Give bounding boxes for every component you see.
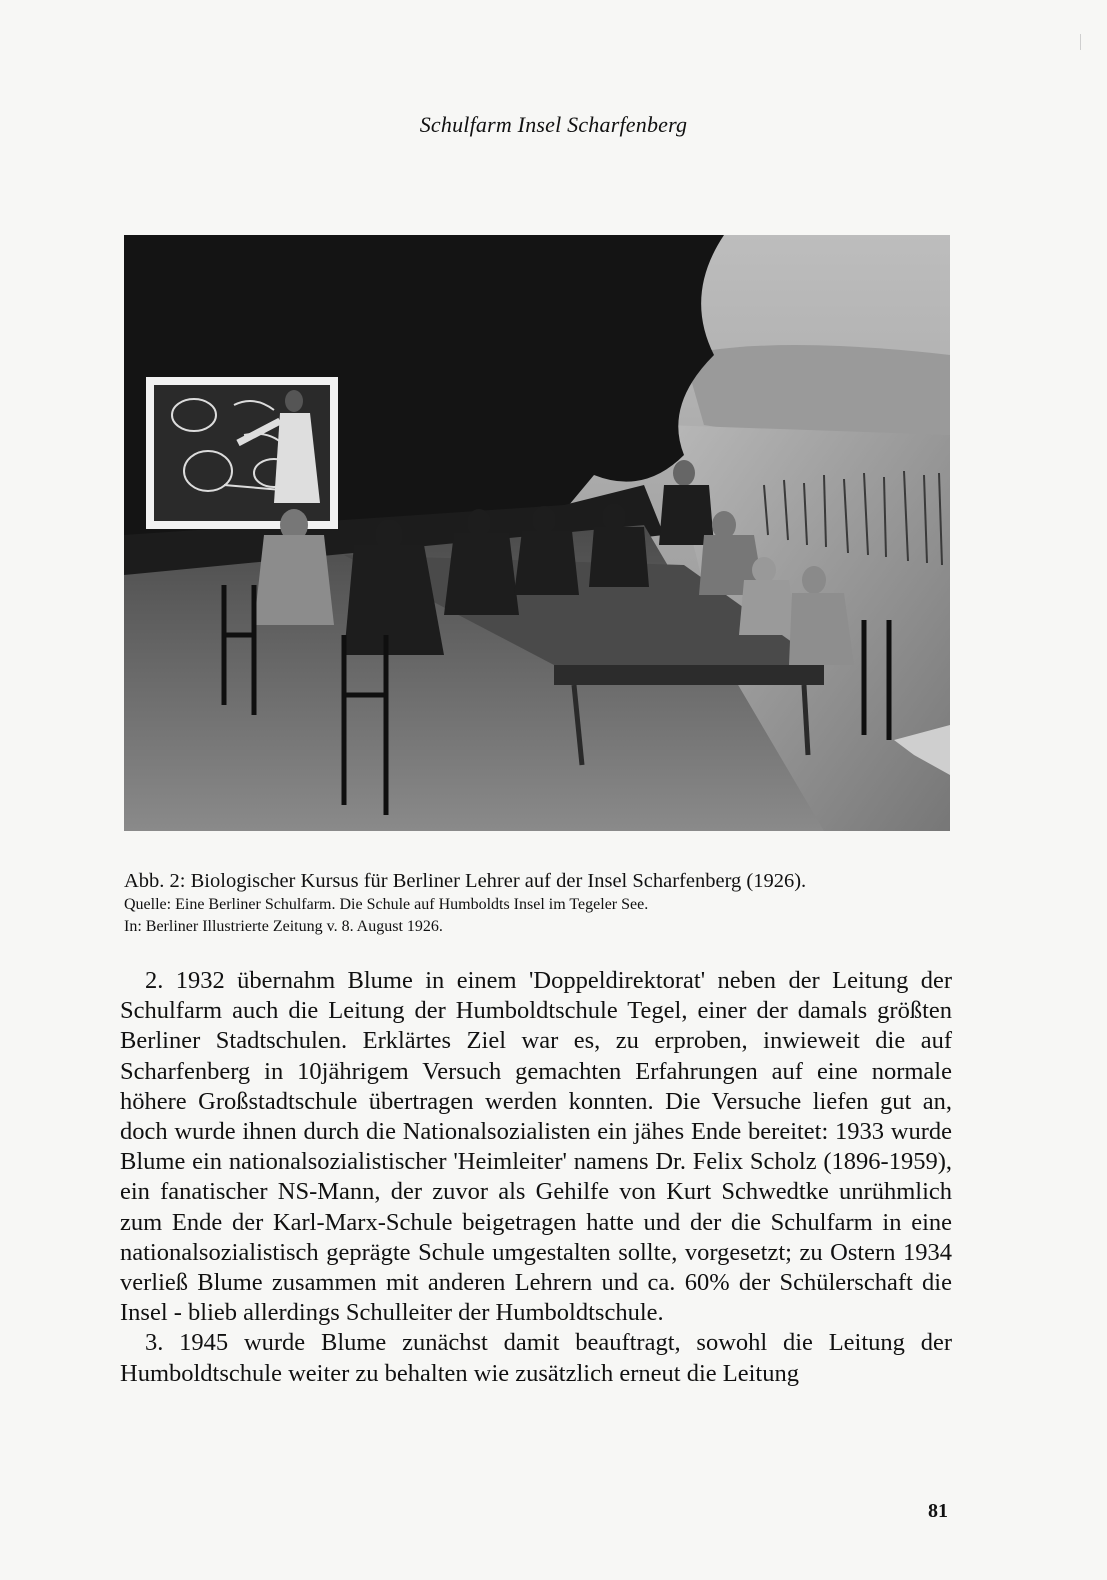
caption-source-line-1: Quelle: Eine Berliner Schulfarm. Die Schule auf Humboldts Insel im Tegeler See. [124, 896, 649, 913]
figure-caption [124, 868, 954, 938]
paragraph-3: 3. 1945 wurde Blume zunächst damit beauftragt, sowohl die Leitung der Humboldtschule weiter zu behalten wie zusätzlich erneut die Leitung [120, 1329, 952, 1387]
body-text [120, 966, 952, 1389]
caption-title: Abb. 2: Biologischer Kursus für Berliner Lehrer auf der Insel Scharfenberg (1926). [124, 870, 807, 892]
page-number: 81 [928, 1500, 948, 1522]
historical-photo [124, 235, 950, 831]
scan-artifact-line [1080, 34, 1081, 50]
paragraph-2: 2. 1932 übernahm Blume in einem 'Doppeldirektorat' neben der Leitung der Schulfarm auch die Leitung der Humboldtschule Tegel, einer der damals größten Berliner Stadtschulen. Erklärtes Ziel war es, zu erproben, inwieweit die auf Scharfenberg in 10jährigem Versuch gemachten Erfahrungen auf eine normale höhere Großstadtschule übertragen werden konnten. Die Versuche liefen gut an, doch wurde ihnen durch die Nationalsozialisten ein jähes Ende bereitet: 1933 wurde Blume ein nationalsozialistischer 'Heimleiter' namens Dr. Felix Scholz (1896-1959), ein fanatischer NS-Mann, der zuvor als Gehilfe von Kurt Schwedtke unrühmlich zum Ende der Karl-Marx-Schule beigetragen hatte und der die Schulfarm in eine nationalsozialistisch geprägte Schule umgestalten sollte, vorgesetzt; zu Ostern 1934 verließ Blume zusammen mit anderen Lehrern und ca. 60% der Schülerschaft die Insel - blieb allerdings Schulleiter der Humboldtschule. [120, 967, 952, 1327]
caption-source-line-2: In: Berliner Illustrierte Zeitung v. 8. August 1926. [124, 918, 443, 935]
running-header: Schulfarm Insel Scharfenberg [419, 112, 688, 137]
